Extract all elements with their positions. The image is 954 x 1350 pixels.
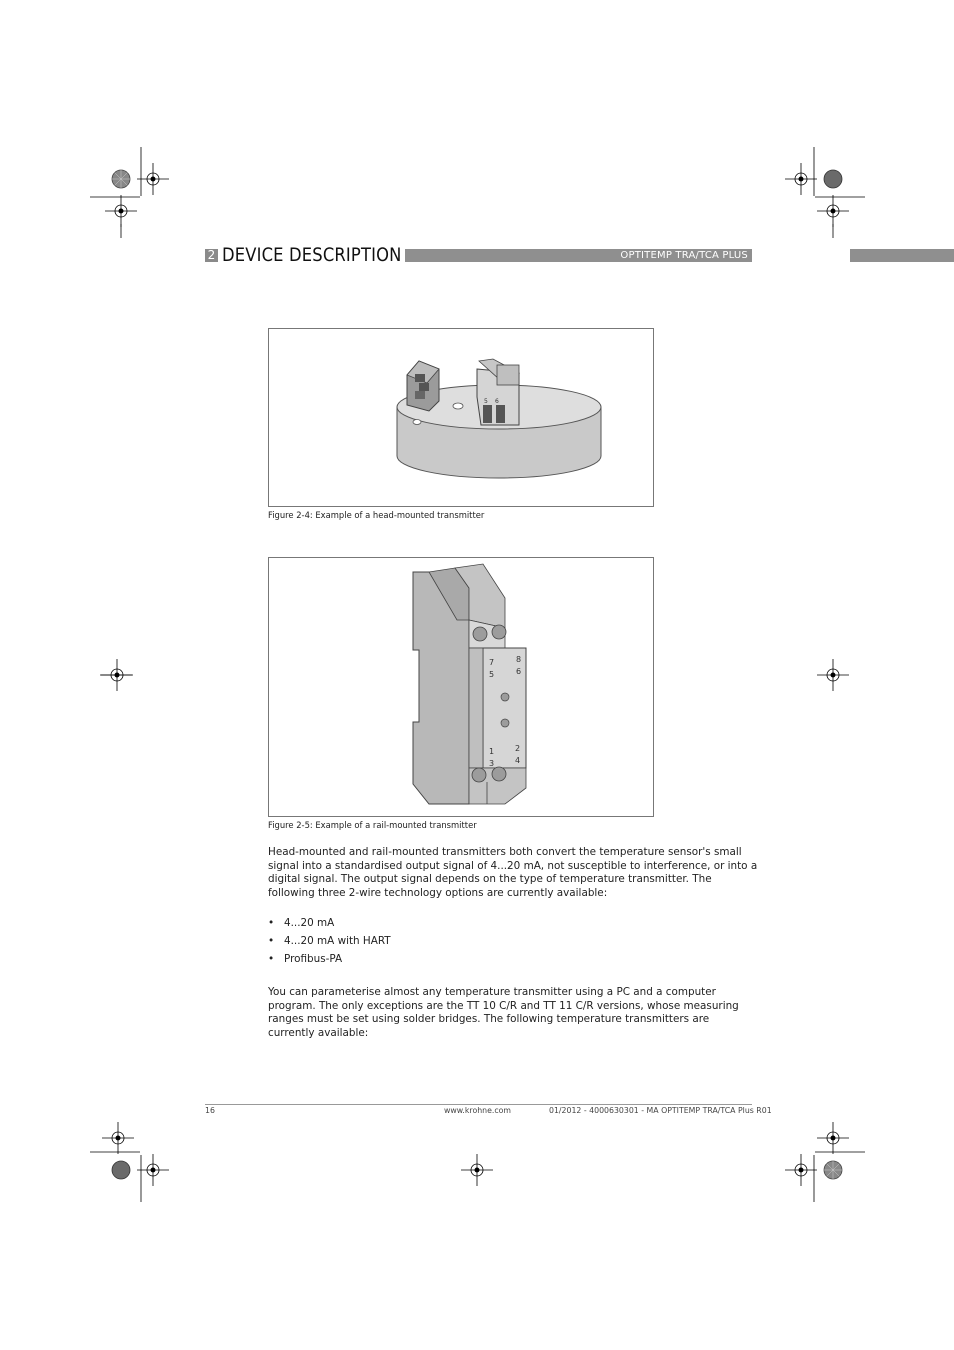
terminal-label-1: 1	[489, 747, 495, 756]
footer-document-reference: 01/2012 - 4000630301 - MA OPTITEMP TRA/TCA Plus R01	[549, 1106, 772, 1115]
footer-website: www.krohne.com	[444, 1106, 512, 1115]
list-item: • 4...20 mA with HART	[268, 934, 391, 952]
list-item: • Profibus-PA	[268, 952, 391, 970]
chapter-number: 2	[205, 249, 218, 262]
rail-mounted-transmitter-illustration	[269, 558, 653, 816]
terminal-label-3: 3	[489, 759, 495, 768]
footer-rule	[205, 1104, 752, 1105]
side-tab-bar	[850, 249, 954, 262]
output-options-list	[268, 916, 391, 970]
body-paragraph-2: You can parameterise almost any temperature transmitter using a PC and a computer program. The only exceptions are the TT 10 C/R and TT 11 C/R versions, whose measuring ranges must be set using solder bridges. The following temperature transmitters are currently available:	[268, 986, 739, 1039]
chapter-title: DEVICE DESCRIPTION	[222, 244, 402, 266]
terminal-label-6: 6	[516, 667, 522, 676]
product-name: OPTITEMP TRA/TCA PLUS	[620, 250, 748, 261]
terminal-label-5: 5	[484, 398, 488, 405]
header-bar	[405, 249, 752, 262]
terminal-label-2: 2	[515, 744, 521, 753]
page-number: 16	[205, 1106, 215, 1115]
figure-head-mounted	[268, 328, 654, 507]
terminal-label-8: 8	[516, 655, 522, 664]
terminal-label-5: 5	[489, 670, 495, 679]
body-paragraph-1: Head-mounted and rail-mounted transmitters both convert the temperature sensor's small signal into a standardised output signal of 4...20 mA, not susceptible to interference, or into a digital signal. The output signal depends on the type of temperature transmitter. The following three 2-wire technology options are currently available:	[268, 846, 758, 899]
figure-caption-2-4: Figure 2-4: Example of a head-mounted transmitter	[268, 510, 485, 520]
terminal-label-4: 4	[515, 756, 521, 765]
head-mounted-transmitter-illustration	[269, 329, 653, 506]
list-item: • 4...20 mA	[268, 916, 391, 934]
terminal-label-7: 7	[489, 658, 495, 667]
terminal-label-6: 6	[495, 398, 499, 405]
figure-rail-mounted	[268, 557, 654, 817]
figure-caption-2-5: Figure 2-5: Example of a rail-mounted transmitter	[268, 820, 477, 830]
